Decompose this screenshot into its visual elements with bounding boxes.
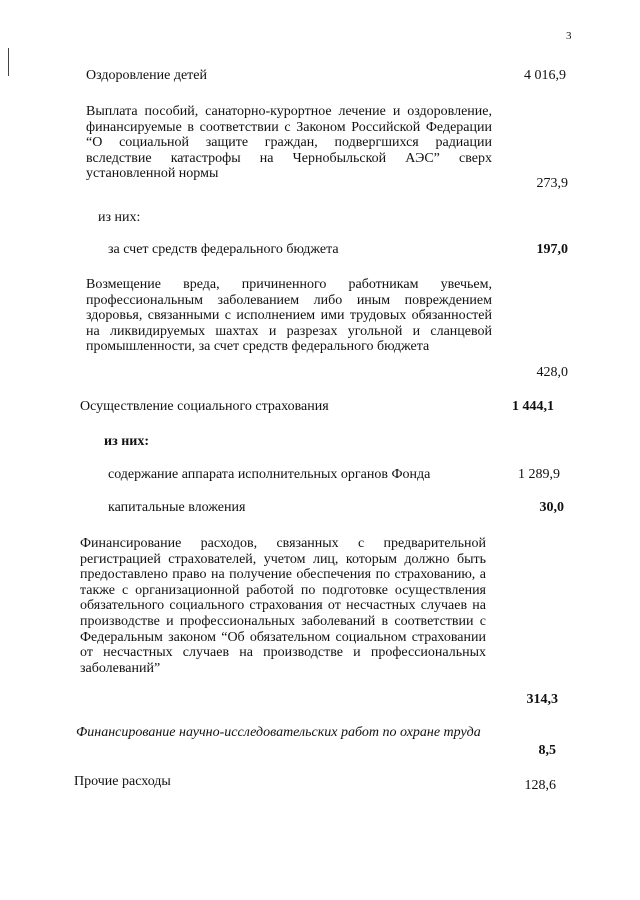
- row-label: содержание аппарата исполнительных органов Фонда: [108, 467, 431, 482]
- row-label: Финансирование научно-исследовательских работ по охране труда: [76, 725, 481, 740]
- page-number: 3: [566, 30, 572, 42]
- row-of-which: [98, 210, 298, 228]
- row-compensation: [86, 277, 568, 380]
- margin-mark: [8, 48, 9, 76]
- row-label: за счет средств федерального бюджета: [108, 242, 339, 257]
- row-label: Возмещение вреда, причиненного работникам увечьем, профессиональным заболеванием либо иным повреждением здоровья, связанными с исполнением ими трудовых обязанностей на ликвидируемых шахтах и разрезах угольной и сланцевой промышленности, за счет средств федерального бюджета: [86, 277, 492, 355]
- row-children-health: [86, 68, 566, 86]
- row-value: 8,5: [538, 743, 556, 758]
- row-value: 30,0: [539, 500, 564, 515]
- row-value: 428,0: [536, 365, 568, 380]
- row-fund-apparatus: [108, 467, 560, 485]
- row-value: 1 289,9: [518, 467, 560, 482]
- row-value: 128,6: [524, 778, 556, 793]
- row-label: из них:: [104, 434, 149, 449]
- row-label: Осуществление социального страхования: [80, 399, 329, 414]
- row-research: [76, 725, 556, 759]
- row-capital: [108, 500, 564, 518]
- row-registration: [80, 536, 558, 714]
- row-value: 1 444,1: [512, 399, 554, 414]
- row-value: 273,9: [536, 176, 568, 191]
- row-value: 314,3: [526, 692, 558, 707]
- row-value: 4 016,9: [524, 68, 566, 83]
- row-label: Финансирование расходов, связанных с предварительной регистрацией страхователей, учетом лиц, которым должно быть предоставлено право на получение обеспечения по страхованию, а также с организационной работой по подготовке осуществления обязательного социального страхования от несчастных случаев на производстве и профессиональных заболеваний в соответствии с Федеральным законом “Об обязательном социальном страховании от несчастных случаев на производстве и профессиональных заболеваний”: [80, 536, 486, 676]
- row-label: Оздоровление детей: [86, 68, 207, 83]
- row-chernobyl: [86, 104, 568, 191]
- row-label: Прочие расходы: [74, 774, 171, 789]
- row-label: из них:: [98, 210, 141, 225]
- row-label: Выплата пособий, санаторно-курортное лечение и оздоровление, финансируемые в соответствии с Законом Российской Федерации “О социальной защите граждан, подвергшихся радиации вследствие катастрофы на Чернобыльской АЭС” сверх установленной нормы: [86, 104, 492, 182]
- row-label: капитальные вложения: [108, 500, 246, 515]
- row-federal-budget: [108, 242, 568, 260]
- row-social-insurance: [80, 399, 554, 417]
- row-of-which: [104, 434, 304, 452]
- row-value: 197,0: [536, 242, 568, 257]
- row-other: [74, 774, 556, 792]
